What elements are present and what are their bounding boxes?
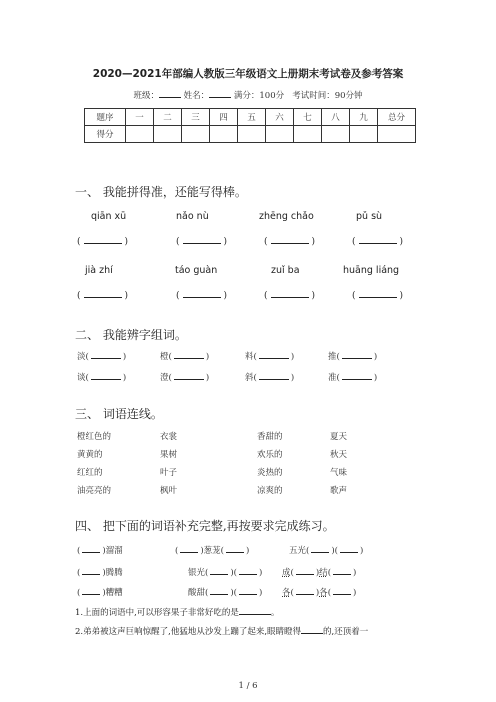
score-entry-cell[interactable] <box>266 126 294 143</box>
word-part: 各 <box>282 588 291 598</box>
char: 淡 <box>77 352 86 362</box>
score-entry-cell[interactable] <box>322 126 350 143</box>
answer-blank[interactable]: ( ) <box>176 237 228 247</box>
word-part: 溜溜 <box>105 546 123 556</box>
name-blank <box>209 88 231 98</box>
fill-word-item[interactable]: ( )糟糟 <box>77 588 123 598</box>
score-table-header-row <box>85 109 416 126</box>
fill-word-item[interactable]: 五光( )( ) <box>289 546 364 556</box>
match-word[interactable]: 气味 <box>330 468 348 478</box>
match-word[interactable]: 衣裳 <box>160 432 178 442</box>
word-part: 五光 <box>289 546 307 556</box>
class-blank <box>159 88 181 98</box>
score-table-cell: 题序 <box>85 109 126 126</box>
word-part: 银光 <box>188 568 206 578</box>
char: 谈 <box>77 373 86 383</box>
question-2-blank[interactable] <box>301 624 323 634</box>
word-part: 糟糟 <box>105 588 123 598</box>
pinyin-item: zuǐ ba <box>271 265 300 276</box>
exam-time-label: 考试时间：90分钟 <box>292 91 363 101</box>
pinyin-item: nǎo nù <box>176 211 209 222</box>
full-score-label: 满分：100分 <box>233 91 285 101</box>
score-table <box>84 108 416 143</box>
word-part: 酸甜 <box>188 588 206 598</box>
pinyin-item: qiān xū <box>91 211 127 222</box>
score-table-cell: 得分 <box>85 126 126 143</box>
answer-blank[interactable]: ( ) <box>77 237 129 247</box>
word-blank-item[interactable]: 橙( ) <box>160 352 210 362</box>
word-blank-item[interactable]: 淡( ) <box>77 352 127 362</box>
match-word[interactable]: 凉爽的 <box>257 486 283 496</box>
char: 推 <box>328 352 337 362</box>
question-1-text: 1.上面的词语中,可以形容果子非常好吃的是 <box>75 608 239 618</box>
match-word[interactable]: 歌声 <box>330 486 348 496</box>
score-table-cell: 六 <box>266 109 294 126</box>
fill-word-item[interactable]: 各( )各( ) <box>282 588 357 598</box>
pinyin-item: huāng liáng <box>343 265 400 276</box>
score-table-cell: 三 <box>182 109 210 126</box>
match-word[interactable]: 果树 <box>160 450 178 460</box>
fill-word-item[interactable]: 银光( )( ) <box>188 568 263 578</box>
answer-blank[interactable]: ( ) <box>176 291 228 301</box>
score-table-cell: 二 <box>154 109 182 126</box>
score-table-cell: 一 <box>126 109 154 126</box>
question-1-end: 。 <box>270 608 280 618</box>
section2-heading: 二、 我能辨字组词。 <box>75 328 187 342</box>
word-blank-item[interactable]: 料( ) <box>245 352 295 362</box>
char: 橙 <box>160 352 169 362</box>
match-word[interactable]: 黄黄的 <box>77 450 103 460</box>
match-word[interactable]: 秋天 <box>330 450 348 460</box>
name-label: 姓名： <box>183 91 210 101</box>
match-word[interactable]: 枫叶 <box>160 486 178 496</box>
score-table-cell: 总分 <box>378 109 416 126</box>
section4-heading: 四、 把下面的词语补充完整,再按要求完成练习。 <box>75 519 335 533</box>
class-label: 班级： <box>133 91 159 101</box>
match-word[interactable]: 香甜的 <box>257 432 283 442</box>
word-part: 各 <box>319 588 328 598</box>
score-entry-cell[interactable] <box>350 126 378 143</box>
fill-word-item[interactable]: ( )葱茏( ) <box>175 546 250 556</box>
match-word[interactable]: 夏天 <box>330 432 348 442</box>
answer-blank[interactable]: ( ) <box>77 291 129 301</box>
char: 料 <box>245 352 254 362</box>
match-word[interactable]: 叶子 <box>160 468 178 478</box>
match-word[interactable]: 炎热的 <box>257 468 283 478</box>
score-table-cell: 五 <box>238 109 266 126</box>
word-part: 腾腾 <box>105 568 123 578</box>
question-1-blank[interactable] <box>239 605 271 615</box>
char: 澄 <box>160 373 169 383</box>
score-entry-cell[interactable] <box>378 126 416 143</box>
match-word[interactable]: 橙红色的 <box>77 432 112 442</box>
document-title: 2020—2021年部编人教版三年级语文上册期末考试卷及参考答案 <box>92 68 404 80</box>
score-table-cell: 八 <box>322 109 350 126</box>
fill-word-item[interactable]: 酸甜( )( ) <box>188 588 263 598</box>
question-2-text: 2.弟弟被这声巨响惊醒了,他猛地从沙发上蹦了起来,眼睛瞪得 <box>75 627 302 637</box>
score-entry-cell[interactable] <box>210 126 238 143</box>
score-entry-cell[interactable] <box>182 126 210 143</box>
section1-heading: 一、 我能拼得准，还能写得棒。 <box>75 185 247 199</box>
score-table-cell: 七 <box>294 109 322 126</box>
word-part: 结 <box>319 568 328 578</box>
word-blank-item[interactable]: 谈( ) <box>77 373 127 383</box>
score-entry-cell[interactable] <box>238 126 266 143</box>
word-blank-item[interactable]: 推( ) <box>328 352 378 362</box>
match-word[interactable]: 欢乐的 <box>257 450 283 460</box>
section3-heading: 三、 词语连线。 <box>75 407 163 421</box>
match-word[interactable]: 油亮亮的 <box>77 486 112 496</box>
fill-word-item[interactable]: ( )溜溜 <box>77 546 123 556</box>
word-blank-item[interactable]: 澄( ) <box>160 373 210 383</box>
match-word[interactable]: 红红的 <box>77 468 103 478</box>
word-part: 葱茏 <box>203 546 221 556</box>
word-part: 成 <box>282 568 291 578</box>
answer-blank[interactable]: ( ) <box>264 237 316 247</box>
pinyin-item: táo guàn <box>175 265 218 276</box>
question-1 <box>75 605 279 618</box>
answer-blank[interactable]: ( ) <box>264 291 316 301</box>
answer-blank[interactable]: ( ) <box>352 291 404 301</box>
score-table-cell: 四 <box>210 109 238 126</box>
pinyin-item: jià zhí <box>85 265 113 276</box>
fill-word-item[interactable]: ( )腾腾 <box>77 568 123 578</box>
score-table-cell: 九 <box>350 109 378 126</box>
question-2 <box>75 624 368 637</box>
score-table-score-row <box>85 126 416 143</box>
word-blank-item[interactable]: 准( ) <box>328 373 378 383</box>
question-2-text-end: 的,还顶着一 <box>323 627 369 637</box>
word-blank-item[interactable]: 斜( ) <box>245 373 295 383</box>
char: 斜 <box>245 373 254 383</box>
char: 准 <box>328 373 337 383</box>
score-entry-cell[interactable] <box>294 126 322 143</box>
page-number: 1 / 6 <box>238 681 258 691</box>
score-entry-cell[interactable] <box>126 126 154 143</box>
pinyin-item: pǔ sù <box>356 211 383 222</box>
pinyin-item: zhēng chǎo <box>259 211 314 222</box>
exam-info <box>0 88 496 101</box>
score-entry-cell[interactable] <box>154 126 182 143</box>
fill-word-item[interactable]: 成( )结( ) <box>282 568 357 578</box>
answer-blank[interactable]: ( ) <box>352 237 404 247</box>
